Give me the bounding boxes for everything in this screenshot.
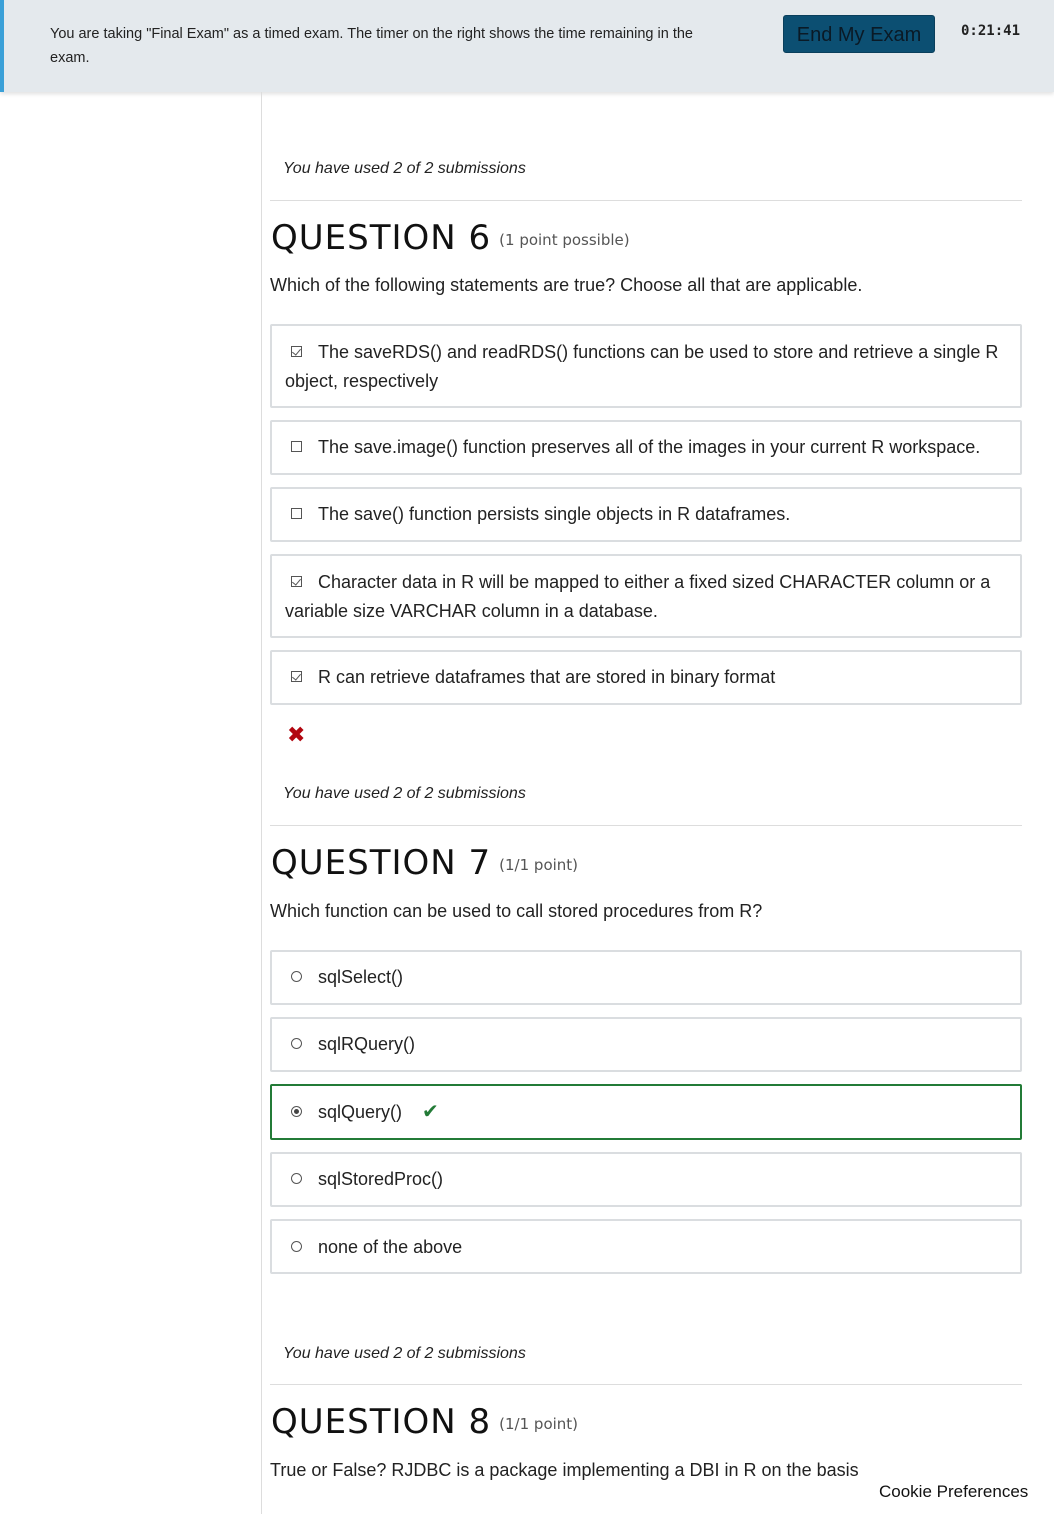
checkbox-checked-icon[interactable] <box>291 671 302 682</box>
question-7-title: QUESTION 7 (1/1 point) <box>271 843 579 883</box>
banner-message: You are taking "Final Exam" as a timed exam. The timer on the right shows the time remaining in the exam. <box>50 26 693 66</box>
q7-option-3[interactable]: sqlQuery() ✔ <box>270 1084 1022 1140</box>
q6-option-3[interactable]: The save() function persists single objects in R dataframes. <box>270 487 1022 542</box>
question-8-points: (1/1 point) <box>499 1414 579 1433</box>
sidebar-divider <box>261 92 262 1514</box>
q7-option-2[interactable]: sqlRQuery() <box>270 1017 1022 1072</box>
q6-option-5[interactable]: R can retrieve dataframes that are stored in binary format <box>270 650 1022 705</box>
submissions-count: You have used 2 of 2 submissions <box>283 160 526 177</box>
incorrect-x-icon: ✖ <box>287 722 306 747</box>
q6-option-4[interactable]: Character data in R will be mapped to either a fixed sized CHARACTER column or a variable size VARCHAR column in a database. <box>270 554 1022 638</box>
q7-option-1[interactable]: sqlSelect() <box>270 950 1022 1005</box>
end-my-exam-button[interactable]: End My Exam <box>783 15 935 53</box>
checkbox-icon[interactable] <box>291 508 302 519</box>
radio-icon[interactable] <box>291 971 302 982</box>
checkbox-checked-icon[interactable] <box>291 576 302 587</box>
question-6-prompt: Which of the following statements are true? Choose all that are applicable. <box>270 275 863 295</box>
q7-option-4[interactable]: sqlStoredProc() <box>270 1152 1022 1207</box>
radio-icon[interactable] <box>291 1038 302 1049</box>
divider <box>270 200 1022 201</box>
checkbox-icon[interactable] <box>291 441 302 452</box>
correct-check-icon: ✔ <box>422 1101 439 1123</box>
q7-option-5[interactable]: none of the above <box>270 1219 1022 1274</box>
checkbox-checked-icon[interactable] <box>291 346 302 357</box>
question-8-prompt: True or False? RJDBC is a package implementing a DBI in R on the basis <box>270 1460 859 1480</box>
cookie-preferences-link[interactable]: Cookie Preferences <box>866 1474 1054 1514</box>
radio-icon[interactable] <box>291 1173 302 1184</box>
timed-exam-banner <box>0 0 1054 92</box>
submissions-count: You have used 2 of 2 submissions <box>283 785 526 802</box>
question-7-prompt: Which function can be used to call stored procedures from R? <box>270 901 763 921</box>
exam-timer: 0:21:41 <box>961 23 1021 39</box>
q6-option-2[interactable]: The save.image() function preserves all of the images in your current R workspace. <box>270 420 1022 475</box>
radio-icon[interactable] <box>291 1241 302 1252</box>
divider <box>270 1384 1022 1385</box>
divider <box>270 825 1022 826</box>
submissions-count: You have used 2 of 2 submissions <box>283 1345 526 1362</box>
question-6-points: (1 point possible) <box>499 230 630 249</box>
q6-option-1[interactable]: The saveRDS() and readRDS() functions can be used to store and retrieve a single R object, respectively <box>270 324 1022 408</box>
question-8-title: QUESTION 8 (1/1 point) <box>271 1402 579 1442</box>
question-7-points: (1/1 point) <box>499 855 579 874</box>
question-6-title: QUESTION 6 (1 point possible) <box>271 218 630 258</box>
radio-selected-icon[interactable] <box>291 1106 302 1117</box>
